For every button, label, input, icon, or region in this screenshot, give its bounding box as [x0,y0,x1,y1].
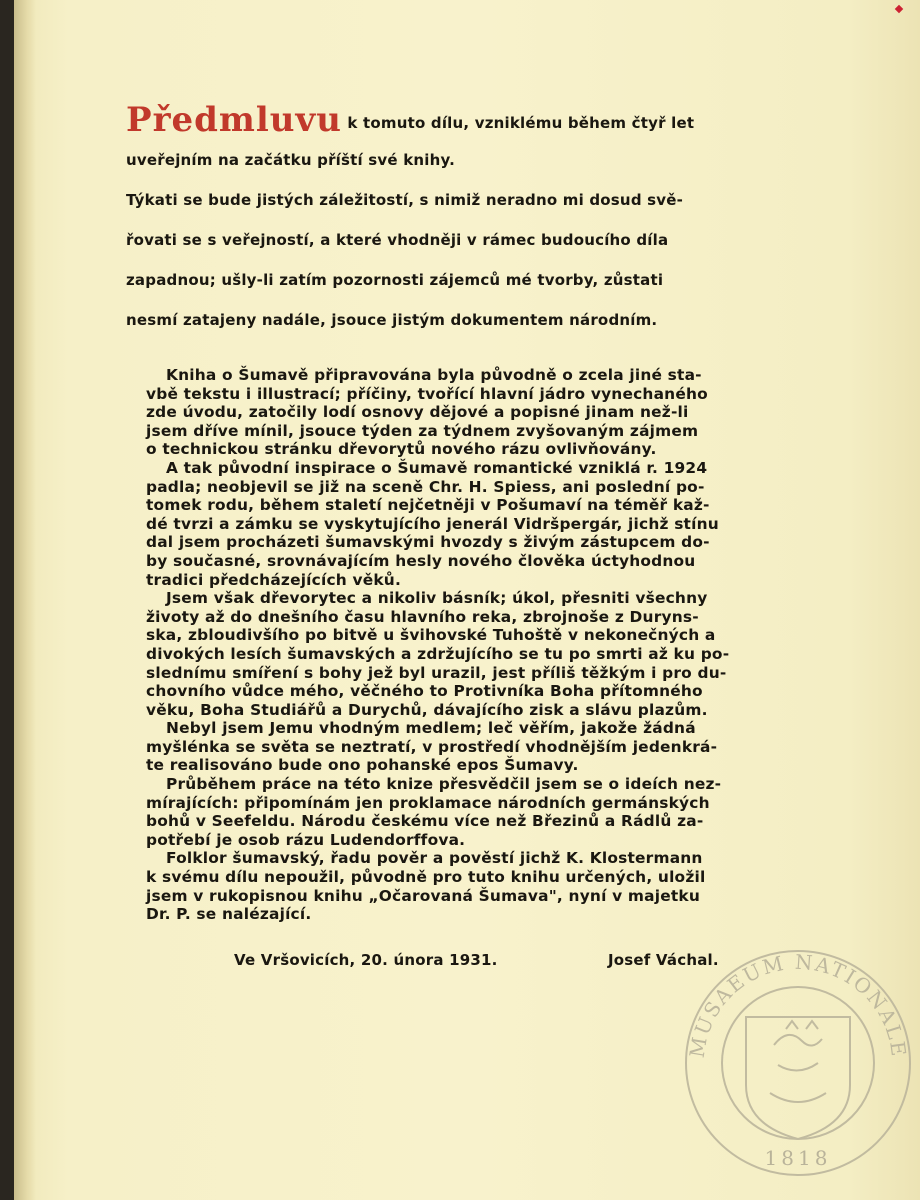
place-and-date: Ve Vršovicích, 20. února 1931. [234,951,498,969]
shield-icon [746,1017,850,1139]
body-line: tomek rodu, během staletí nejčetněji v Pošumaví na téměř kaž- [146,496,710,515]
body-line: vbě tekstu i illustrací; příčiny, tvořící hlavní jádro vynechaného [146,384,708,403]
body-line: dé tvrzi a zámku se vyskytujícího jenerál Vidršpergár, jichž stínu [146,514,719,533]
lion-icon [770,1021,826,1102]
intro-line-6: nesmí zatajeny nadále, jsouce jistým dokumentem národním. [126,311,658,329]
intro-line-1-text: k tomuto dílu, vzniklému během čtyř let [347,114,695,132]
page-binding-shadow [14,0,36,1200]
corner-marker [895,5,903,13]
body-line: myšlénka se světa se neztratí, v prostředí vhodnějším jedenkrá- [146,737,718,756]
body-line: věku, Boha Studiářů a Durychů, dávajícího zisk a slávu plazům. [146,700,708,719]
preface-title: Předmluvu [126,100,342,140]
body-line: te realisováno bude ono pohanské epos Šumavy. [146,756,579,775]
body-line: Dr. P. se nalézající. [146,905,312,924]
body-line: Folklor šumavský, řadu pověr a pověstí jichž K. Klostermann [166,849,703,868]
body-line: jsem v rukopisnou knihu „Očarovaná Šumava", nyní v majetku [146,886,700,905]
body-line: padla; neobjevil se již na sceně Chr. H. Spiess, ani poslední po- [146,477,705,496]
body-line: potřebí je osob rázu Ludendorffova. [146,830,466,849]
body-line: Průběhem práce na této knize přesvědčil jsem se o ideích nez- [166,775,722,794]
intro-line-2: uveřejním na začátku příští své knihy. [126,151,455,169]
stamp-inscription: MUSAEUM NATIONALE [684,949,912,1060]
body-line: ska, zbloudivšího po bitvě u švihovské Tuhoště v nekonečných a [146,626,716,645]
body-line: tradici předcházejících věků. [146,570,402,589]
body-line: chovního vůdce mého, věčného to Protivníka Boha přítomného [146,682,703,701]
body-line: o technickou stránku dřevorytů nového rázu ovlivňovány. [146,440,657,459]
preface-body [146,366,806,924]
intro-line-4: řovati se s veřejností, a které vhodněji v rámec budoucího díla [126,231,669,249]
intro-line-5: zapadnou; ušly-li zatím pozornosti zájemců mé tvorby, zůstati [126,271,664,289]
body-line: dal jsem procházeti šumavskými hvozdy s živým zástupcem do- [146,533,710,552]
body-line: Jsem však dřevorytec a nikoliv básník; úkol, přesniti všechny [166,589,708,608]
body-line: životy až do dnešního času hlavního reka, zbrojnoše z Duryns- [146,607,699,626]
body-line: divokých lesích šumavských a zdržujícího se tu po smrti až ku po- [146,644,730,663]
svg-text:MUSAEUM NATIONALE [685,950,911,1060]
body-line: jsem dříve mínil, jsouce týden za týdnem zvyšovaným zájmem [146,421,699,440]
body-line: bohů v Seefeldu. Národu českému více než Březinů a Rádlů za- [146,812,704,831]
body-line: by současné, srovnávajícím hesly nového člověka úctyhodnou [146,551,696,570]
museum-stamp [674,925,920,1187]
author-signature: Josef Váchal. [608,951,719,969]
intro-line-3: Týkati se bude jistých záležitostí, s nimiž neradno mi dosud svě- [126,191,684,209]
body-line: k svému dílu nepoužil, původně pro tuto knihu určených, uložil [146,868,706,887]
body-line: slednímu smíření s bohy jež byl urazil, jest příliš těžkým i pro du- [146,663,727,682]
stamp-year: 1818 [764,1146,832,1170]
body-line: Kniha o Šumavě připravována byla původně o zcela jiné sta- [166,366,702,384]
preface-intro [126,100,826,340]
body-line: mírajících: připomínám jen proklamace národních germánských [146,793,710,812]
body-line: zde úvodu, zatočily lodí osnovy dějové a popisné jinam než-li [146,403,689,422]
intro-line-1 [126,100,826,140]
book-page [14,0,920,1200]
body-line: Nebyl jsem Jemu vhodným medlem; leč věřím, jakože žádná [166,719,696,738]
body-line: A tak původní inspirace o Šumavě romantické vzniklá r. 1924 [166,458,708,477]
